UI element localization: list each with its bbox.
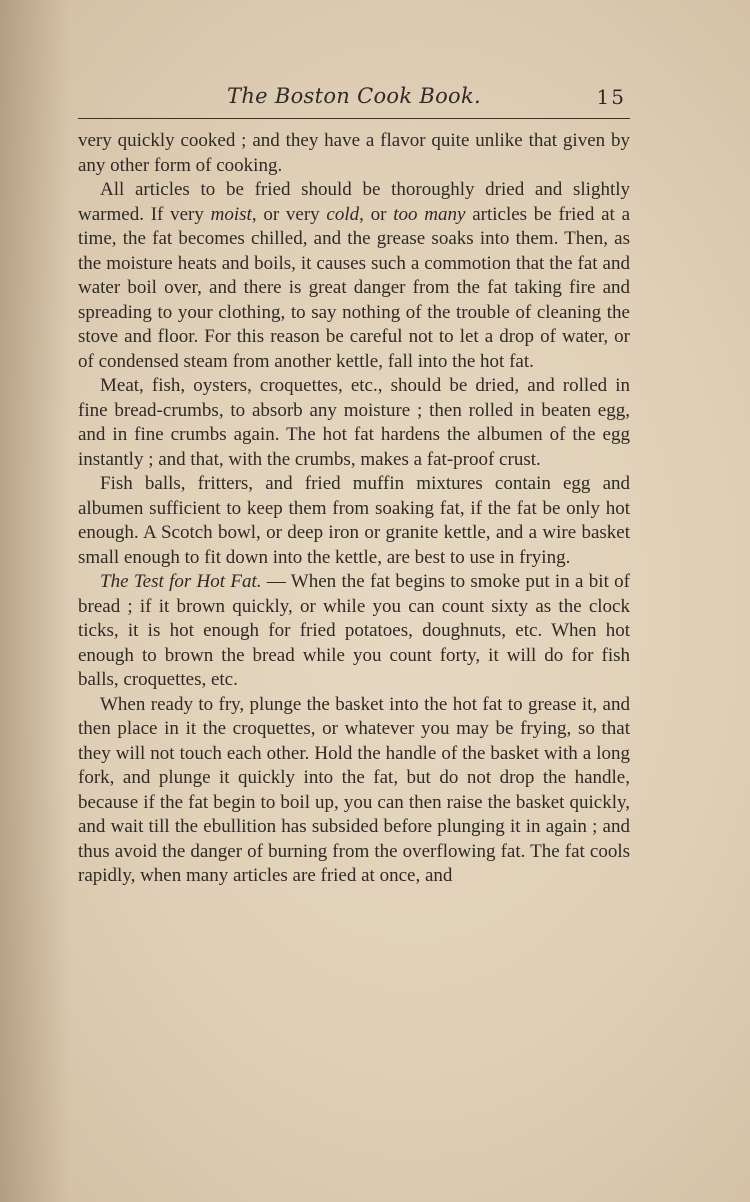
paragraph-5: [78, 570, 630, 693]
paragraph-text: Meat, fish, oysters, croquettes, etc., should be dried, and rolled in fine bread-crumbs, to absorb any moisture ; then rolled in beaten egg, and in fine crumbs again. The hot fat hardens the albumen of the egg instantly ; and that, with the crumbs, makes a fat-proof crust.: [78, 375, 630, 470]
emphasis-cold: cold: [326, 203, 360, 225]
book-page: [78, 80, 630, 889]
paragraph-text: articles be fried at a time, the fat becomes chilled, and the grease soaks into them. Then, as the moisture heats and boils, it causes such a commotion that the fat and water boil over, and there is great danger from the fat taking fire and spreading to your clothing, to say nothing of the trouble of cleaning the stove and floor. For this reason be careful not to let a drop of water, or of condensed steam from another kettle, fall into the hot fat.: [78, 203, 631, 372]
page-number: 15: [596, 85, 626, 109]
emphasis-too-many: too many: [393, 203, 466, 225]
section-heading-test-for-hot-fat: The Test for Hot Fat.: [100, 571, 262, 592]
emphasis-moist: moist: [210, 203, 252, 225]
paragraph-4: [78, 472, 630, 570]
page-edge-shadow: [0, 0, 70, 1202]
paragraph-text: Fish balls, fritters, and fried muffin mixtures contain egg and albumen sufficient to keep them from soaking fat, if the fat be only hot enough. A Scotch bowl, or deep iron or granite kettle, and a wire basket small enough to fit down into the kettle, are best to use in frying.: [78, 473, 630, 568]
paragraph-text: , or very: [251, 203, 327, 225]
paragraph-text: All articles to be fried should be thoroughly dried and slightly warmed. If very: [78, 179, 630, 225]
paragraph-text: — When the fat begins to smoke put in a bit of bread ; if it brown quickly, or while you can count sixty as the clock ticks, it is hot enough for fried potatoes, doughnuts, etc. When hot enough to brown the bread while you count forty, it will do for fish balls, croquettes, etc.: [78, 571, 630, 690]
paragraph-text: When ready to fry, plunge the basket into the hot fat to grease it, and then place in it the croquettes, or whatever you may be frying, so that they will not touch each other. Hold the handle of the basket with a long fork, and plunge it quickly into the fat, but do not drop the handle, because if the fat begin to boil up, you can then raise the basket quickly, and wait till the ebullition has subsided before plunging it in again ; and thus avoid the danger of burning from the overflowing fat. The fat cools rapidly, when many articles are fried at once, and: [78, 693, 630, 886]
paragraph-text: , or: [359, 203, 394, 225]
running-head: [78, 80, 630, 114]
running-title: The Boston Cook Book.: [227, 84, 481, 108]
paragraph-6: [78, 693, 630, 889]
body-text: [78, 129, 630, 889]
header-rule: [78, 118, 630, 119]
paragraph-1: [78, 129, 630, 178]
paragraph-3: [78, 374, 630, 472]
paragraph-2: [78, 178, 630, 374]
paragraph-text: very quickly cooked ; and they have a flavor quite unlike that given by any other form of cooking.: [78, 130, 630, 176]
